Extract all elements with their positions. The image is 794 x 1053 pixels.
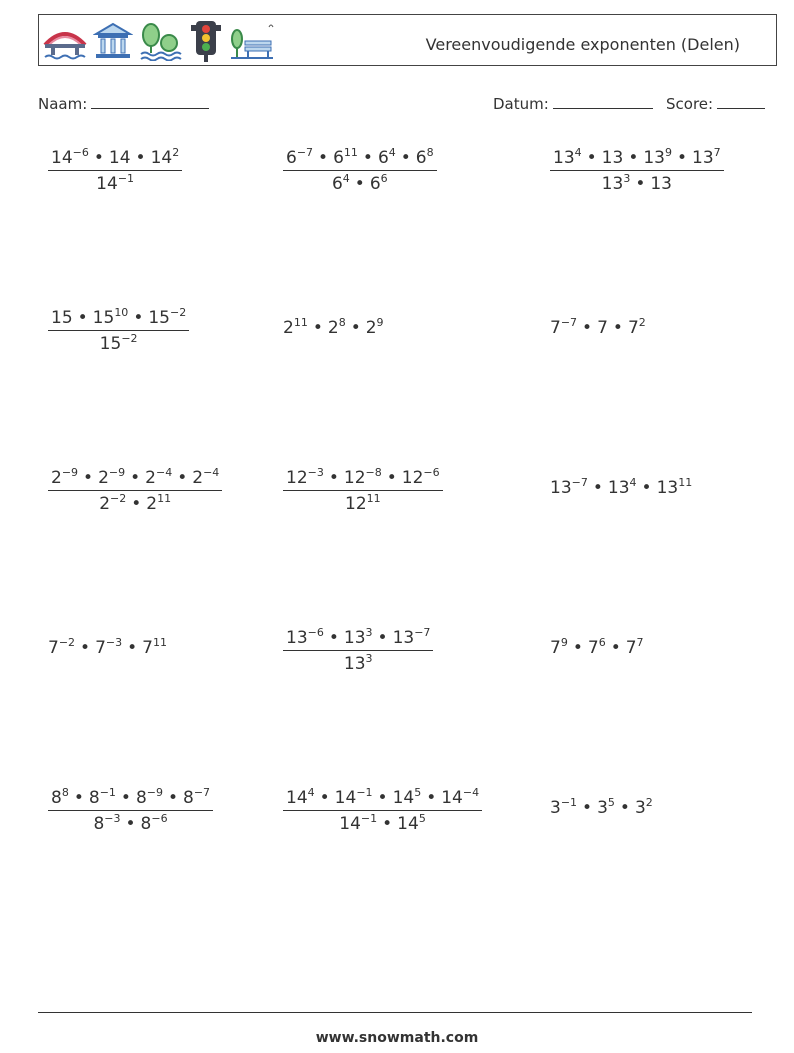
multiply-dot: • xyxy=(572,638,583,658)
term-base: 13 xyxy=(656,478,679,498)
denominator-exponent: 3 xyxy=(623,172,631,185)
denominator-base: 13 xyxy=(601,174,624,194)
denominator-base: 15 xyxy=(99,334,122,354)
numerator-base: 6 xyxy=(286,148,297,168)
denominator-base: 14 xyxy=(397,814,419,834)
numerator-base: 6 xyxy=(333,148,344,168)
name-blank[interactable] xyxy=(91,94,209,109)
numerator-base: 6 xyxy=(415,148,427,168)
denominator-exponent: −3 xyxy=(104,812,121,825)
numerator-base: 14 xyxy=(392,788,415,808)
numerator-exponent: −9 xyxy=(61,466,79,479)
denominator-exponent: −2 xyxy=(110,492,127,505)
term-exponent: −1 xyxy=(560,796,578,809)
multiply-dot: • xyxy=(133,308,144,328)
multiply-dot: • xyxy=(676,148,688,168)
term-exponent: 11 xyxy=(152,636,167,649)
numerator xyxy=(48,308,189,330)
worksheet-header xyxy=(38,14,777,66)
numerator-exponent: 4 xyxy=(307,786,315,799)
denominator xyxy=(283,650,433,674)
term-exponent: −2 xyxy=(58,636,76,649)
multiply-dot: • xyxy=(131,494,142,514)
term-base: 2 xyxy=(283,318,294,338)
denominator-base: 13 xyxy=(650,174,672,194)
date-label: Datum: xyxy=(493,95,549,113)
numerator xyxy=(48,468,222,490)
numerator-base: 14 xyxy=(334,788,357,808)
term-exponent: 2 xyxy=(638,316,646,329)
numerator-exponent: −6 xyxy=(307,626,324,639)
multiply-dot: • xyxy=(130,468,141,488)
numerator-base: 13 xyxy=(392,628,415,648)
multiply-dot: • xyxy=(135,148,146,168)
multiply-dot: • xyxy=(400,148,411,168)
numerator-base: 8 xyxy=(135,788,147,808)
numerator xyxy=(48,148,182,170)
problem-13 xyxy=(48,788,213,834)
numerator-exponent: −6 xyxy=(72,146,89,159)
score-label: Score: xyxy=(666,95,714,113)
numerator-base: 14 xyxy=(150,148,173,168)
multiply-dot: • xyxy=(586,148,597,168)
multiply-dot: • xyxy=(582,318,593,338)
numerator-base: 2 xyxy=(98,468,109,488)
term-exponent: 2 xyxy=(645,796,653,809)
numerator-base: 15 xyxy=(92,308,115,328)
multiply-dot: • xyxy=(377,788,388,808)
problem-15 xyxy=(550,798,653,818)
denominator-exponent: 5 xyxy=(418,812,426,825)
denominator-base: 13 xyxy=(343,654,366,674)
problem-9 xyxy=(550,478,692,498)
numerator xyxy=(283,148,437,170)
problem-7 xyxy=(48,468,222,514)
numerator-exponent: −8 xyxy=(365,466,382,479)
multiply-dot: • xyxy=(610,638,621,658)
term-base: 3 xyxy=(634,798,646,818)
numerator-base: 14 xyxy=(441,788,463,808)
bridge-icon xyxy=(43,21,87,61)
denominator-exponent: −1 xyxy=(117,172,135,185)
multiply-dot: • xyxy=(362,148,373,168)
score-field[interactable] xyxy=(666,94,765,113)
numerator-exponent: 2 xyxy=(172,146,180,159)
numerator-base: 13 xyxy=(553,148,575,168)
numerator-base: 14 xyxy=(108,148,131,168)
term-base: 7 xyxy=(597,318,608,338)
numerator-exponent: −2 xyxy=(169,306,187,319)
numerator-exponent: 4 xyxy=(388,146,396,159)
numerator-base: 6 xyxy=(377,148,389,168)
multiply-dot: • xyxy=(93,148,104,168)
term-exponent: 4 xyxy=(629,476,637,489)
denominator-exponent: −6 xyxy=(151,812,168,825)
numerator-base: 15 xyxy=(148,308,170,328)
fraction xyxy=(283,468,443,514)
numerator-exponent: −3 xyxy=(307,466,324,479)
fraction xyxy=(48,788,213,834)
problem-3 xyxy=(550,148,724,194)
numerator xyxy=(283,468,443,490)
denominator xyxy=(48,810,213,834)
denominator xyxy=(48,330,189,354)
multiply-dot: • xyxy=(582,798,593,818)
fraction xyxy=(48,468,222,514)
term-base: 13 xyxy=(550,478,572,498)
multiply-dot: • xyxy=(77,308,88,328)
numerator-base: 13 xyxy=(286,628,308,648)
numerator xyxy=(550,148,724,170)
fraction xyxy=(283,148,437,194)
term-exponent: −7 xyxy=(571,476,588,489)
denominator xyxy=(283,490,443,514)
problem-11 xyxy=(283,628,433,674)
multiply-dot: • xyxy=(167,788,179,808)
term-base: 2 xyxy=(365,318,377,338)
park-bench-icon xyxy=(229,21,275,61)
traffic-light-icon xyxy=(189,19,223,63)
denominator-exponent: 6 xyxy=(380,172,388,185)
term-base: 7 xyxy=(95,638,106,658)
multiply-dot: • xyxy=(127,638,138,658)
numerator-exponent: 5 xyxy=(414,786,422,799)
term-exponent: 8 xyxy=(338,316,346,329)
numerator-exponent: −7 xyxy=(193,786,211,799)
footer-url: www.snowmath.com xyxy=(315,1030,479,1046)
multiply-dot: • xyxy=(73,788,84,808)
denominator-exponent: 11 xyxy=(366,492,381,505)
expression xyxy=(48,638,167,658)
expression xyxy=(550,318,646,338)
denominator-base: 6 xyxy=(369,174,381,194)
numerator xyxy=(48,788,213,810)
denominator xyxy=(550,170,724,194)
multiply-dot: • xyxy=(635,174,646,194)
fraction xyxy=(48,148,182,194)
problem-4 xyxy=(48,308,189,354)
denominator-exponent: −1 xyxy=(360,812,378,825)
denominator-base: 8 xyxy=(93,814,105,834)
name-field[interactable] xyxy=(38,94,209,113)
term-base: 7 xyxy=(550,638,561,658)
term-exponent: 7 xyxy=(636,636,644,649)
problem-8 xyxy=(283,468,443,514)
numerator-base: 13 xyxy=(643,148,665,168)
multiply-dot: • xyxy=(120,788,131,808)
numerator-exponent: 7 xyxy=(713,146,721,159)
fraction xyxy=(283,788,482,834)
denominator-base: 14 xyxy=(339,814,361,834)
multiply-dot: • xyxy=(619,798,630,818)
worksheet-title: Vereenvoudigende exponenten (Delen) xyxy=(425,35,740,54)
numerator-base: 12 xyxy=(286,468,308,488)
numerator-exponent: −9 xyxy=(146,786,163,799)
term-exponent: −7 xyxy=(560,316,578,329)
denominator xyxy=(48,490,222,514)
numerator-exponent: 9 xyxy=(664,146,672,159)
multiply-dot: • xyxy=(80,638,91,658)
term-exponent: 9 xyxy=(376,316,384,329)
multiply-dot: • xyxy=(641,478,652,498)
fraction xyxy=(48,308,189,354)
numerator-base: 8 xyxy=(88,788,100,808)
problem-6 xyxy=(550,318,646,338)
multiply-dot: • xyxy=(328,628,339,648)
problem-1 xyxy=(48,148,182,194)
term-base: 7 xyxy=(48,638,59,658)
denominator-exponent: −2 xyxy=(121,332,138,345)
term-exponent: −3 xyxy=(105,636,123,649)
multiply-dot: • xyxy=(177,468,188,488)
multiply-dot: • xyxy=(350,318,361,338)
numerator-base: 2 xyxy=(145,468,156,488)
term-base: 7 xyxy=(142,638,153,658)
multiply-dot: • xyxy=(125,814,136,834)
multiply-dot: • xyxy=(318,148,329,168)
term-base: 7 xyxy=(550,318,561,338)
numerator-base: 13 xyxy=(601,148,624,168)
multiply-dot: • xyxy=(612,318,623,338)
denominator-exponent: 3 xyxy=(365,652,373,665)
numerator-base: 13 xyxy=(343,628,366,648)
denominator-base: 2 xyxy=(146,494,158,514)
numerator-exponent: 8 xyxy=(61,786,69,799)
numerator-base: 2 xyxy=(192,468,204,488)
expression xyxy=(550,638,644,658)
problem-10 xyxy=(48,638,167,658)
numerator-exponent: −4 xyxy=(462,786,480,799)
term-exponent: 11 xyxy=(293,316,308,329)
numerator-base: 2 xyxy=(51,468,62,488)
numerator xyxy=(283,788,482,810)
multiply-dot: • xyxy=(592,478,603,498)
numerator-exponent: 3 xyxy=(365,626,373,639)
expression xyxy=(550,798,653,818)
term-base: 2 xyxy=(327,318,339,338)
term-exponent: 11 xyxy=(678,476,693,489)
denominator-base: 2 xyxy=(99,494,111,514)
footer-divider xyxy=(38,1012,752,1013)
problem-12 xyxy=(550,638,644,658)
score-blank[interactable] xyxy=(717,94,765,109)
park-trees-icon xyxy=(139,21,183,61)
numerator-exponent: −7 xyxy=(296,146,314,159)
header-icons xyxy=(43,19,275,63)
problem-5 xyxy=(283,318,384,338)
denominator xyxy=(48,170,182,194)
numerator-exponent: −4 xyxy=(155,466,173,479)
name-label: Naam: xyxy=(38,95,88,113)
term-base: 7 xyxy=(627,318,639,338)
term-base: 7 xyxy=(625,638,637,658)
multiply-dot: • xyxy=(386,468,397,488)
numerator-exponent: −9 xyxy=(108,466,126,479)
numerator-exponent: 4 xyxy=(574,146,582,159)
term-base: 13 xyxy=(607,478,630,498)
term-exponent: 5 xyxy=(607,796,615,809)
denominator-exponent: 4 xyxy=(342,172,350,185)
term-base: 3 xyxy=(597,798,608,818)
numerator-exponent: 8 xyxy=(426,146,434,159)
numerator xyxy=(283,628,433,650)
numerator-base: 12 xyxy=(401,468,424,488)
numerator-base: 12 xyxy=(343,468,366,488)
multiply-dot: • xyxy=(377,628,388,648)
term-exponent: 6 xyxy=(598,636,606,649)
problem-14 xyxy=(283,788,482,834)
expression xyxy=(550,478,692,498)
denominator-base: 12 xyxy=(345,494,367,514)
numerator-exponent: 11 xyxy=(343,146,358,159)
multiply-dot: • xyxy=(382,814,393,834)
denominator-base: 8 xyxy=(140,814,152,834)
multiply-dot: • xyxy=(312,318,323,338)
museum-icon xyxy=(93,21,133,61)
multiply-dot: • xyxy=(426,788,437,808)
numerator-exponent: 10 xyxy=(114,306,129,319)
numerator-exponent: −1 xyxy=(99,786,116,799)
numerator-base: 8 xyxy=(183,788,194,808)
numerator-base: 8 xyxy=(51,788,62,808)
fraction xyxy=(283,628,433,674)
multiply-dot: • xyxy=(83,468,94,488)
denominator-base: 6 xyxy=(331,174,343,194)
date-blank[interactable] xyxy=(553,94,653,109)
denominator-exponent: 11 xyxy=(157,492,172,505)
multiply-dot: • xyxy=(319,788,330,808)
numerator-base: 14 xyxy=(286,788,308,808)
numerator-base: 14 xyxy=(51,148,73,168)
term-base: 3 xyxy=(550,798,561,818)
numerator-exponent: −6 xyxy=(423,466,440,479)
denominator-base: 14 xyxy=(96,174,118,194)
denominator xyxy=(283,810,482,834)
problem-2 xyxy=(283,148,437,194)
multiply-dot: • xyxy=(628,148,639,168)
term-base: 7 xyxy=(587,638,599,658)
denominator xyxy=(283,170,437,194)
fraction xyxy=(550,148,724,194)
date-field[interactable] xyxy=(493,94,653,113)
numerator-base: 13 xyxy=(692,148,714,168)
term-exponent: 9 xyxy=(560,636,568,649)
multiply-dot: • xyxy=(354,174,365,194)
numerator-base: 15 xyxy=(51,308,73,328)
numerator-exponent: −4 xyxy=(203,466,220,479)
expression xyxy=(283,318,384,338)
numerator-exponent: −1 xyxy=(356,786,373,799)
numerator-exponent: −7 xyxy=(414,626,431,639)
multiply-dot: • xyxy=(328,468,339,488)
